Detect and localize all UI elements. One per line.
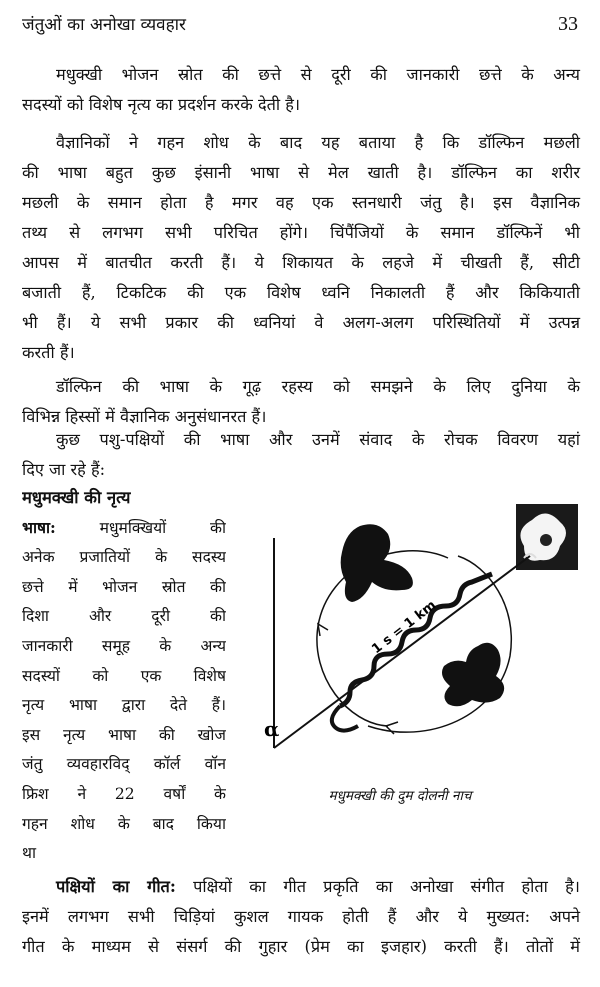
page-number: 33 [558, 13, 578, 35]
running-title: जंतुओं का अनोखा व्यवहार [22, 15, 186, 35]
text-line: छत्ते में भोजन स्रोत की [22, 577, 226, 596]
text-line: दिए जा रहे हैं: [22, 460, 106, 479]
text-line: इस नृत्य भाषा की खोज [22, 725, 226, 744]
text-line: सदस्यों को एक विशेष [22, 666, 226, 685]
text-line: तथ्य से लगभग सभी परिचित होंगे। चिंपैंजियों के समान डॉल्फिनें भी [22, 223, 580, 242]
text-line: फ्रिश ने 22 वर्षों के [22, 784, 226, 803]
text-line: मछली के समान होता है मगर वह एक स्तनधारी जंतु है। इस वैज्ञानिक [22, 193, 580, 212]
bee-icon [341, 524, 413, 602]
bee-dance-section [22, 483, 226, 869]
text-line: गहन शोध के बाद किया [22, 814, 226, 833]
paragraph-dolphin-language [22, 128, 580, 368]
text-line [22, 513, 226, 544]
text-line: जानकारी समूह के अन्य [22, 636, 226, 655]
text-line: कुछ पशु-पक्षियों की भाषा और उनमें संवाद के रोचक विवरण यहां [56, 430, 580, 449]
text-line: मधुक्खी भोजन स्रोत की छत्ते से दूरी की जानकारी छत्ते के अन्य [56, 65, 580, 84]
bee-icon [442, 643, 504, 706]
text-line: अनेक प्रजातियों के सदस्य [22, 548, 226, 567]
text-line: गीत के माध्यम से संसर्ग की गुहार (प्रेम का इजहार) करती हैं। तोतों में [22, 937, 580, 956]
text-line [22, 872, 580, 902]
text-line: इनमें लगभग सभी चिड़ियां कुशल गायक होती हैं और ये मुख्यत: अपने [22, 907, 580, 926]
distance-label: 1 s = 1 km [369, 597, 440, 658]
text-line: की भाषा बहुत कुछ इंसानी भाषा से मेल खाती है। डॉल्फिन का शरीर [22, 163, 580, 182]
text-line: नृत्य भाषा द्वारा देते हैं। [22, 696, 226, 715]
bee-waggle-dance-figure [248, 496, 588, 826]
text-line: वैज्ञानिकों ने गहन शोध के बाद यह बताया है कि डॉल्फिन मछली [56, 133, 580, 152]
page-header [22, 12, 578, 42]
section-heading: मधुमक्खी की नृत्य [22, 488, 131, 507]
section-heading-suffix: भाषा: [22, 517, 56, 537]
text-line: डॉल्फिन की भाषा के गूढ़ रहस्य को समझने के लिए दुनिया के [56, 377, 580, 396]
text-line: बजाती हैं, टिकटिक की एक विशेष ध्वनि निकालती हैं और किकियाती [22, 283, 580, 302]
arrow-head [318, 624, 328, 636]
text-fragment: पक्षियों का गीत प्रकृति का अनोखा संगीत होता है। [193, 877, 580, 896]
section-heading: पक्षियों का गीत: [56, 877, 176, 896]
text-line: करती हैं। [22, 343, 75, 362]
angle-label: α [264, 717, 280, 741]
text-line: आपस में बातचीत करती हैं। ये शिकायत के लहजे में चीखती हैं, सीटी [22, 253, 580, 272]
text-line: जंतु व्यवहारविद् कॉर्ल वॉन [22, 755, 226, 774]
paragraph-intro [22, 425, 580, 485]
paragraph-bird-song [22, 872, 580, 962]
text-line: दिशा और दूरी की [22, 607, 226, 626]
paragraph-dolphin-research [22, 372, 580, 432]
text-fragment: मधुमक्खियों की [99, 518, 226, 537]
text-line: सदस्यों को विशेष नृत्य का प्रदर्शन करके देती है। [22, 95, 301, 114]
paragraph-bee-info [22, 60, 580, 120]
text-line: विभिन्न हिस्सों में वैज्ञानिक अनुसंधानरत हैं। [22, 407, 267, 426]
text-line: भी हैं। ये सभी प्रकार की ध्वनियां वे अलग-अलग परिस्थितियों में उत्पन्न [22, 313, 580, 332]
figure-caption: मधुमक्खी की दुम दोलनी नाच [328, 788, 472, 804]
text-line: था [22, 844, 37, 863]
